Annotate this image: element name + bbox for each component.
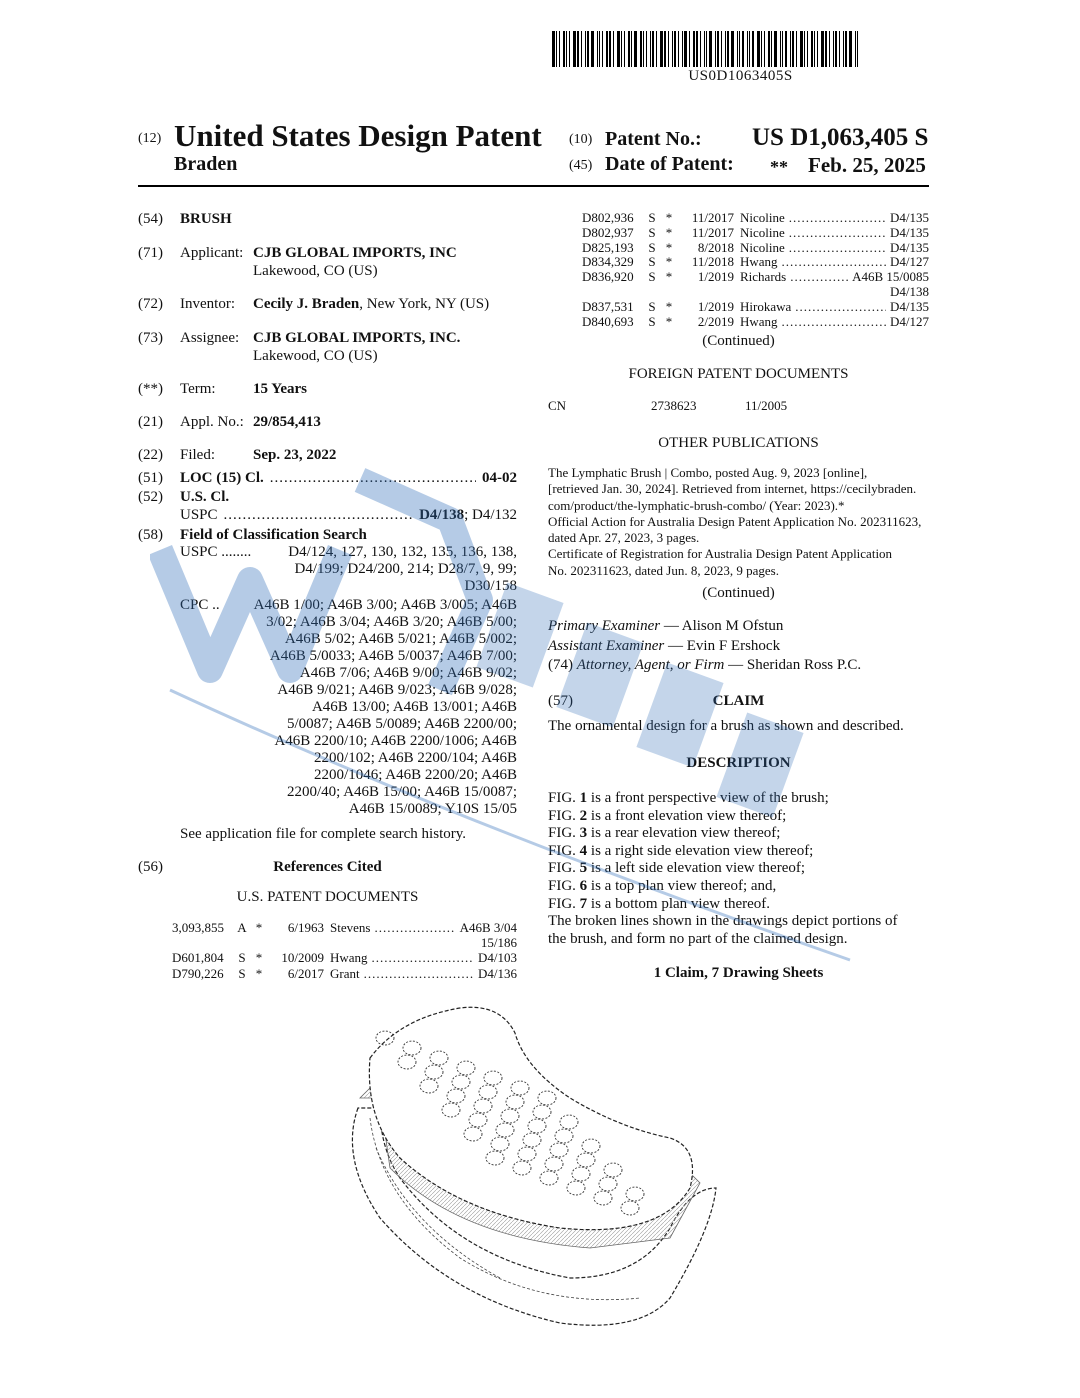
appl-no-label: Appl. No.: (180, 414, 244, 430)
loc-class-value: 04-02 (482, 470, 517, 486)
inventor-short: Braden (174, 153, 238, 175)
reference-row: D840,693 S * 2/2019 Hwang ..... D4/127 (582, 314, 929, 330)
code-57: (57) (548, 693, 573, 709)
description-item: FIG. 3 is a rear elevation view thereof; (548, 825, 781, 842)
description-item: FIG. 2 is a front elevation view thereof; (548, 807, 787, 824)
barcode-number: US0D1063405S (688, 68, 793, 84)
reference-class-cont: D4/138 (890, 284, 929, 299)
publication-line: dated Apr. 27, 2023, 3 pages. (548, 530, 700, 546)
search-cpc-label: CPC .. (180, 597, 220, 613)
description-item: FIG. 1 is a front perspective view of the brush; (548, 790, 829, 806)
patent-date: Feb. 25, 2025 (808, 153, 926, 177)
uspc-main: D4/138 (419, 507, 465, 523)
attorney: (74) Attorney, Agent, or Firm — Sheridan Ross P.C. (548, 657, 862, 673)
uspc-label: USPC (180, 507, 218, 523)
other-publications-heading: OTHER PUBLICATIONS (658, 435, 819, 451)
code-58: (58) (138, 527, 163, 543)
foreign-number: 2738623 (651, 398, 697, 413)
continued-1: (Continued) (702, 333, 775, 349)
foreign-docs-heading: FOREIGN PATENT DOCUMENTS (628, 366, 849, 382)
description-item: FIG. 4 is a right side elevation view thereof; (548, 842, 814, 859)
term-value: 15 Years (253, 381, 308, 397)
title-brush: BRUSH (180, 211, 232, 227)
patent-number: US D1,063,405 S (752, 124, 929, 151)
reference-row: D834,329 S * 11/2018 Hwang ..... D4/127 (582, 254, 929, 270)
assignee-label: Assignee: (180, 330, 240, 346)
barcode (552, 31, 929, 67)
foreign-date: 11/2005 (745, 398, 788, 413)
inventor-label: Inventor: (180, 296, 235, 312)
filed-value: Sep. 23, 2022 (253, 447, 337, 463)
description-heading: DESCRIPTION (686, 755, 791, 771)
search-cpc-lines: A46B 1/00; A46B 3/00; A46B 3/005; A46B 3/02; A46B 3/04; A46B 3/20; A46B 5/00; A46B 5/02; A46B 5/021; A46B 5/002; A46B 5/0033; A46B 5/0037; A46B 7/00; A46B 7/06; A46B 9/00; A46B 9/02; A46B 9/021; A46B 9/023; A46B 9/028; A46B 13/00; A46B 13/001; A46B 5/0087; A46B 5/0089; A46B 2200/00; A46B 2200/10; A46B 2200/1006; A46B 2200/102; A46B 2200/104; A46B 2200/1046; A46B 2200/20; A46B 2200/40; A46B 15/00; A46B 15/0087; A46B 15/0089; Y10S 15/05 (253, 597, 517, 817)
reference-row: D837,531 S * 1/2019 Hirokawa ..... D4/135 (582, 299, 929, 315)
publication-line: No. 202311623, dated Jun. 8, 2023, 9 pages. (548, 562, 779, 578)
broken-lines-note: The broken lines shown in the drawings depict portions of the brush, and form no part of the claimed design. (548, 913, 898, 947)
search-history-note: See application file for complete search history. (180, 826, 467, 842)
claim-text: The ornamental design for a brush as shown and described. (548, 718, 904, 734)
code-52: (52) (138, 489, 163, 505)
loc-class-row (180, 470, 517, 487)
reference-row: D802,936 S * 11/2017 Nicoline ..... D4/135 (582, 210, 929, 226)
foreign-country: CN (548, 398, 567, 413)
reference-row: 3,093,855 A * 6/1963 Stevens ..... A46B 3/04 (172, 920, 517, 936)
description-item: FIG. 5 is a left side elevation view thereof; (548, 860, 806, 877)
publication-line: Certificate of Registration for Australia Design Patent Application (548, 546, 893, 562)
publication-line: com/product/the-lymphatic-brush-combo/ (Year: 2023).* (548, 497, 845, 513)
reference-class-cont: 15/186 (480, 935, 517, 951)
page-title: United States Design Patent (174, 118, 542, 153)
filed-label: Filed: (180, 447, 216, 463)
code-10: (10) (569, 132, 593, 147)
other-publications-list (548, 465, 929, 579)
uspc-rest: ; D4/132 (464, 507, 517, 523)
reference-row: D825,193 S * 8/2018 Nicoline ..... D4/135 (582, 240, 929, 256)
code-21: (21) (138, 414, 163, 430)
assignee-name: CJB GLOBAL IMPORTS, INC. (253, 330, 461, 346)
code-73: (73) (138, 330, 163, 346)
loc-class-label: LOC (15) Cl. (180, 470, 264, 486)
term-label: Term: (180, 381, 216, 397)
claim-heading: CLAIM (712, 693, 765, 709)
inventor-line (253, 296, 489, 313)
reference-row: D601,804 S * 10/2009 Hwang ..... D4/103 (172, 950, 517, 966)
applicant-location: Lakewood, CO (US) (253, 263, 378, 279)
search-uspc-lines: D4/124, 127, 130, 132, 135, 136, 138, D4/199; D24/200, 214; D28/7, 9, 99; D30/158 (288, 544, 517, 594)
brush-drawing (340, 998, 740, 1330)
code-45: (45) (569, 158, 593, 173)
us-patent-docs-heading: U.S. PATENT DOCUMENTS (236, 889, 419, 905)
patent-no-label: Patent No.: (605, 128, 702, 150)
date-label: Date of Patent: (605, 153, 734, 175)
assistant-examiner: Assistant Examiner — Evin F Ershock (548, 638, 781, 654)
publication-line: Official Action for Australia Design Patent Application No. 202311623, (548, 513, 922, 529)
claims-sheets: 1 Claim, 7 Drawing Sheets (653, 965, 824, 981)
code-22: (22) (138, 447, 163, 463)
description-item: FIG. 7 is a bottom plan view thereof. (548, 895, 771, 912)
primary-examiner: Primary Examiner — Alison M Ofstun (548, 618, 784, 634)
applicant-name: CJB GLOBAL IMPORTS, INC (253, 245, 457, 261)
code-54: (54) (138, 211, 163, 227)
reference-row: D790,226 S * 6/2017 Grant ..... D4/136 (172, 966, 517, 982)
code-71: (71) (138, 245, 163, 261)
code-term: (**) (138, 381, 163, 397)
inventor-location: , New York, NY (US) (359, 296, 490, 312)
code-72: (72) (138, 296, 163, 312)
references-cited-heading: References Cited (273, 859, 382, 875)
header-divider (138, 185, 929, 187)
description-list (548, 790, 929, 913)
code-56: (56) (138, 859, 163, 875)
appl-no-value: 29/854,413 (253, 414, 321, 430)
publication-line: [retrieved Jan. 30, 2024]. Retrieved from internet, https://cecilybraden. (548, 481, 917, 497)
reference-row: D802,937 S * 11/2017 Nicoline ..... D4/135 (582, 225, 929, 241)
assignee-location: Lakewood, CO (US) (253, 348, 378, 364)
us-class-label: U.S. Cl. (180, 489, 230, 505)
field-search-label: Field of Classification Search (180, 527, 367, 543)
date-marker: ** (770, 157, 788, 177)
applicant-label: Applicant: (180, 245, 244, 261)
code-12: (12) (138, 131, 162, 146)
inventor-name: Cecily J. Braden (253, 296, 360, 312)
description-item: FIG. 6 is a top plan view thereof; and, (548, 877, 777, 894)
code-51: (51) (138, 470, 163, 486)
search-uspc-label: USPC ........ (180, 544, 252, 560)
continued-2: (Continued) (702, 585, 775, 601)
uspc-row (180, 507, 517, 524)
publication-line: The Lymphatic Brush | Combo, posted Aug. 9, 2023 [online], (548, 465, 868, 480)
reference-row: D836,920 S * 1/2019 Richards ..... A46B 15/0085 (582, 269, 929, 285)
